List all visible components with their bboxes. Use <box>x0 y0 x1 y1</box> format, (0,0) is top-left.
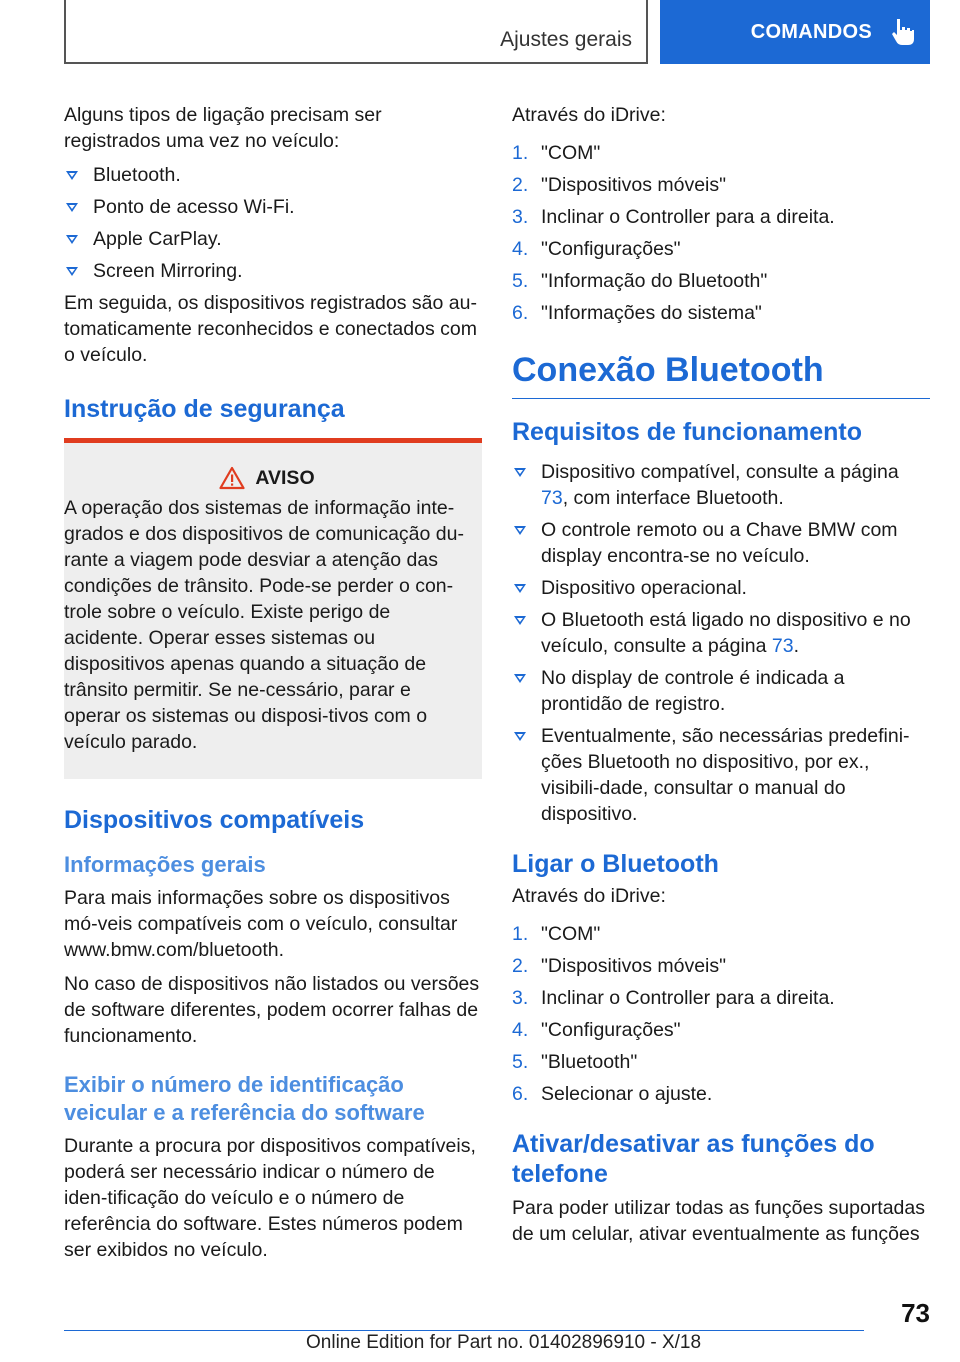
chapter-tab <box>660 0 930 64</box>
idrive-intro: Através do iDrive: <box>512 104 666 126</box>
bullet-triangle-icon <box>514 616 526 625</box>
list-item: Apple CarPlay. <box>64 226 482 252</box>
pointing-hand-icon <box>890 17 916 47</box>
step-item: 5. "Bluetooth" <box>512 1051 638 1073</box>
bullet-triangle-icon <box>514 584 526 593</box>
requirements-list <box>512 459 930 827</box>
step-item: 3. Inclinar o Controller para a direita. <box>512 987 835 1009</box>
page-link[interactable]: 73 <box>541 487 563 509</box>
bullet-triangle-icon <box>514 468 526 477</box>
step-item: 6. Selecionar o ajuste. <box>512 1083 713 1105</box>
vin-heading: Exibir o número de identificação veicular e a referência do software <box>64 1072 425 1125</box>
step-item: 2. "Dispositivos móveis" <box>512 955 727 977</box>
list-item: Ponto de acesso Wi-Fi. <box>64 194 482 220</box>
step-item: 1. "COM" <box>512 142 601 164</box>
warning-triangle-icon <box>219 466 245 490</box>
warning-text: A operação dos sistemas de informação inte-grados e dos dispositivos de comunicação du-rante a viagem pode desviar a atenção das condições de trânsito. Pode-se perder o con-trole sobre o veículo. Existe perigo de acidente. Operar esses sistemas ou dispositivos apenas quando a situação de trânsito permitir. Se ne-cessário, parar e operar os sistemas ou disposi-tivos com o veículo parado. <box>64 497 464 753</box>
step-item: 3. Inclinar o Controller para a direita. <box>512 206 835 228</box>
left-column <box>64 102 482 1271</box>
warning-box <box>64 438 482 779</box>
list-item: Screen Mirroring. <box>64 258 482 284</box>
edition-text: Online Edition for Part no. 01402896910 - X/18 <box>306 1332 702 1353</box>
step-item: 1. "COM" <box>512 923 601 945</box>
bullet-triangle-icon <box>514 732 526 741</box>
list-item: Dispositivo operacional. <box>512 575 930 601</box>
page-number: 73 <box>901 1298 930 1328</box>
footer-divider <box>64 1330 864 1331</box>
warning-header <box>64 465 470 491</box>
info-paragraph-2: No caso de dispositivos não listados ou versões de software diferentes, podem ocorrer falhas de funcionamento. <box>64 973 480 1047</box>
bullet-triangle-icon <box>514 526 526 535</box>
page-header <box>64 0 930 66</box>
bluetooth-on-intro: Através do iDrive: <box>512 885 666 907</box>
phone-functions-paragraph: Para poder utilizar todas as funções suportadas de um celular, ativar eventualmente as funções <box>512 1197 925 1245</box>
warning-title: AVISO <box>255 467 315 489</box>
bullet-triangle-icon <box>66 235 78 244</box>
system-info-steps <box>512 140 930 326</box>
bullet-triangle-icon <box>66 171 78 180</box>
list-item: Bluetooth. <box>64 162 482 188</box>
phone-functions-heading: Ativar/desativar as funções do telefone <box>512 1130 875 1188</box>
step-item: 4. "Configurações" <box>512 1019 681 1041</box>
info-paragraph-1: Para mais informações sobre os dispositivos mó-veis compatíveis com o veículo, consultar www.bmw.com/bluetooth. <box>64 887 458 961</box>
bullet-triangle-icon <box>66 267 78 276</box>
bluetooth-heading: Conexão Bluetooth <box>512 350 930 399</box>
bluetooth-on-steps <box>512 921 930 1107</box>
info-heading: Informações gerais <box>64 852 266 877</box>
registered-paragraph: Em seguida, os dispositivos registrados são au-tomaticamente reconhecidos e conectados com o veículo. <box>64 292 477 366</box>
compat-heading: Dispositivos compatíveis <box>64 806 365 834</box>
intro-paragraph: Alguns tipos de ligação precisam ser registrados uma vez no veículo: <box>64 104 382 152</box>
right-column <box>512 102 930 1255</box>
vin-paragraph: Durante a procura por dispositivos compatíveis, poderá ser necessário indicar o número de iden-tificação do veículo e o número de referência do software. Estes números podem ser exibidos no veículo. <box>64 1135 476 1261</box>
connection-types-list <box>64 162 482 284</box>
list-item: Eventualmente, são necessárias predefini-ções Bluetooth no dispositivo, por ex., visibili-dade, consultar o manual do dispositivo. <box>512 723 930 827</box>
step-item: 2. "Dispositivos móveis" <box>512 174 727 196</box>
chapter-title: COMANDOS <box>750 20 872 43</box>
safety-heading: Instrução de segurança <box>64 395 345 423</box>
section-title: Ajustes gerais <box>500 28 632 51</box>
list-item: O Bluetooth está ligado no dispositivo e no veículo, consulte a página 73. <box>512 607 930 659</box>
step-item: 4. "Configurações" <box>512 238 681 260</box>
requirements-heading: Requisitos de funcionamento <box>512 418 863 446</box>
list-item: No display de controle é indicada a prontidão de registro. <box>512 665 930 717</box>
bullet-triangle-icon <box>514 674 526 683</box>
list-item: Dispositivo compatível, consulte a página 73, com interface Bluetooth. <box>512 459 930 511</box>
step-item: 6. "Informações do sistema" <box>512 302 762 324</box>
section-tab <box>64 0 648 64</box>
list-item: O controle remoto ou a Chave BMW com display encontra-se no veículo. <box>512 517 930 569</box>
bullet-triangle-icon <box>66 203 78 212</box>
step-item: 5. "Informação do Bluetooth" <box>512 270 768 292</box>
page-link[interactable]: 73 <box>771 635 794 657</box>
bluetooth-on-heading: Ligar o Bluetooth <box>512 850 719 878</box>
